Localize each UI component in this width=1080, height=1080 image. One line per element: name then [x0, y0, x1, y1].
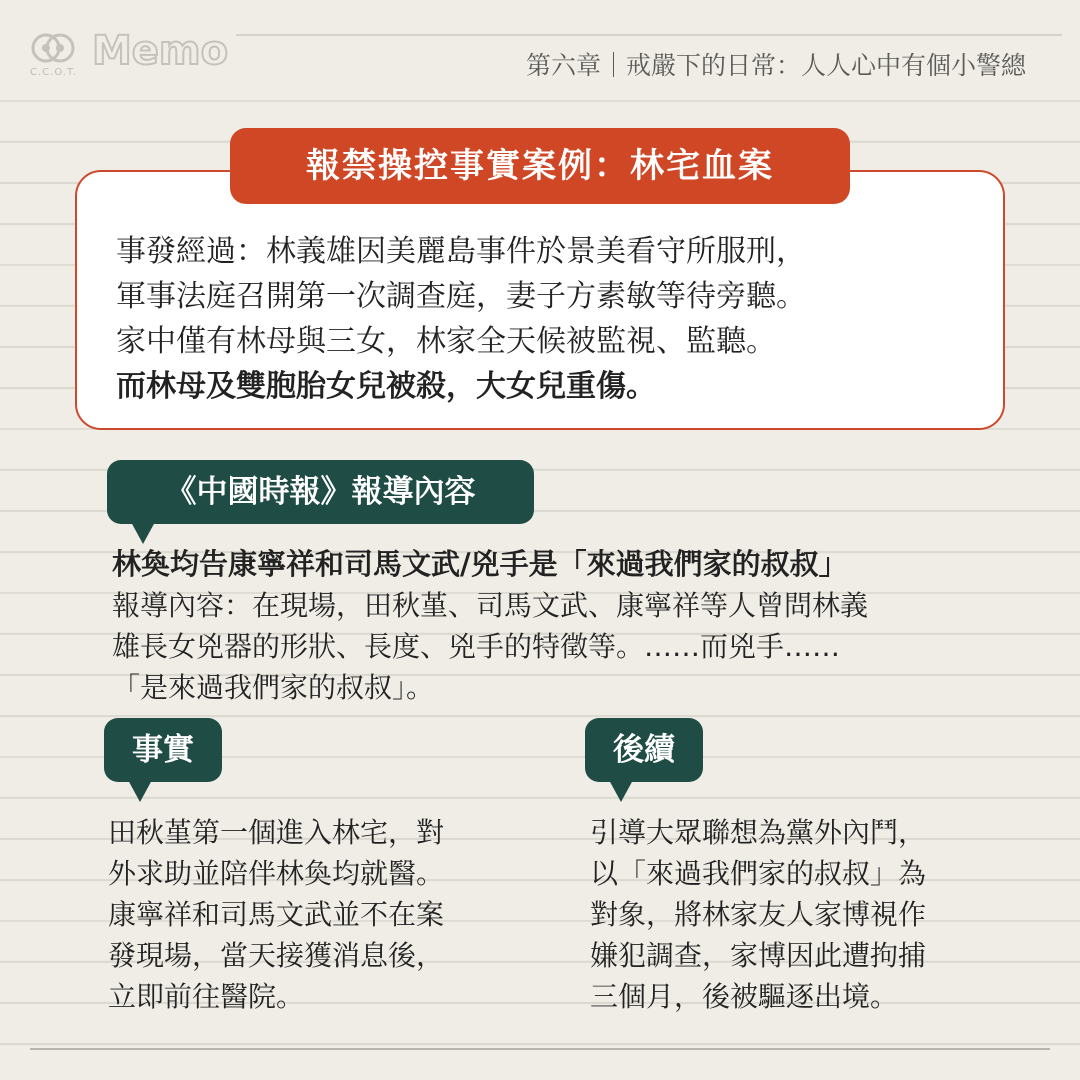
- case-bold-line: 而林母及雙胞胎女兒被殺，大女兒重傷。: [116, 369, 656, 404]
- fact-column: [108, 812, 548, 1017]
- case-description: [116, 229, 996, 409]
- report-label-bubble: 《中國時報》報導內容: [107, 460, 534, 524]
- fact-line: 外求助並陪伴林奐均就醫。: [108, 857, 445, 890]
- aftermath-column: [590, 812, 1030, 1017]
- fact-line: 立即前往醫院。: [108, 980, 305, 1013]
- fact-line: 康寧祥和司馬文武並不在案: [108, 898, 445, 931]
- aftermath-label-bubble: 後續: [585, 718, 703, 782]
- report-line: 報導內容：在現場，田秋堇、司馬文武、康寧祥等人曾問林義: [112, 589, 869, 622]
- footer-divider: [30, 1048, 1050, 1050]
- aftermath-line: 以「來過我們家的叔叔」為: [590, 857, 927, 890]
- aftermath-line: 嫌犯調查，家博因此遭拘捕: [590, 939, 927, 972]
- aftermath-line: 引導大眾聯想為黨外內鬥，: [590, 816, 927, 849]
- case-title-banner: 報禁操控事實案例：林宅血案: [230, 128, 850, 204]
- ccot-logo-icon: [28, 26, 88, 70]
- header-divider: [236, 34, 1062, 36]
- fact-line: 田秋堇第一個進入林宅，對: [108, 816, 445, 849]
- case-line: 事發經過：林義雄因美麗島事件於景美看守所服刑，: [116, 234, 806, 269]
- aftermath-line: 對象，將林家友人家博視作: [590, 898, 927, 931]
- case-line: 軍事法庭召開第一次調查庭，妻子方素敏等待旁聽。: [116, 279, 806, 314]
- fact-label-bubble: 事實: [104, 718, 222, 782]
- chapter-title: 第六章｜戒嚴下的日常：人人心中有個小警總: [525, 51, 1026, 80]
- aftermath-line: 三個月，後被驅逐出境。: [590, 980, 899, 1013]
- fact-line: 發現場，當天接獲消息後，: [108, 939, 445, 972]
- report-content: [112, 544, 1012, 708]
- logo-subtitle: C.C.O.T.: [30, 67, 78, 78]
- report-line: 「是來過我們家的叔叔」。: [112, 671, 435, 704]
- logo-wordmark: Memo: [92, 28, 229, 74]
- report-line: 雄長女兇器的形狀、長度、兇手的特徵等。……而兇手……: [112, 630, 841, 663]
- case-line: 家中僅有林母與三女，林家全天候被監視、監聽。: [116, 324, 776, 359]
- report-headline: 林奐均告康寧祥和司馬文武/兇手是「來過我們家的叔叔」: [112, 547, 848, 581]
